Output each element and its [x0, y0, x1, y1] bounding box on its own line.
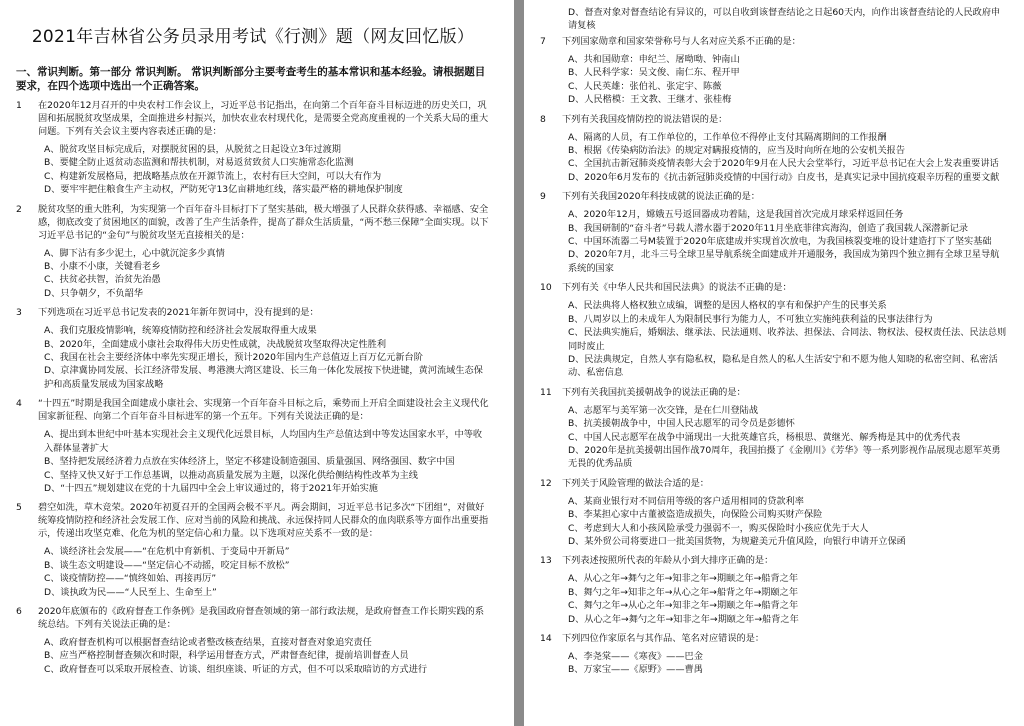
question-block [16, 501, 490, 599]
answer-option: A、民法典将人格权独立成编，调整的是因人格权的享有和保护产生的民事关系 [568, 300, 887, 312]
document-title: 2021年吉林省公务员录用考试《行测》题（网友回忆版） [31, 27, 475, 47]
question-number: 10 [540, 282, 552, 294]
carry-over-option: D、督查对象对督查结论有异议的，可以自收到该督查结论之日起60天内，向作出该督查结论的人民政府申请复核 [568, 7, 1001, 31]
question-block [540, 113, 1008, 185]
answer-option: D、2020年6月发布的《抗击新冠肺炎疫情的中国行动》白皮书，是真实记录中国抗疫艰辛历程的重要文献 [568, 171, 1000, 183]
answer-option: C、坚持又快又好于工作总基调，以推动高质量发展为主题，以深化供给侧结构性改革为主线 [44, 469, 418, 481]
answer-option: A、政府督查机构可以根据督查结论或者整改核查结果，直接对督查对象追究责任 [44, 636, 372, 648]
question-text: 下列有关《中华人民共和国民法典》的说法不正确的是： [562, 282, 792, 294]
question-block [16, 397, 490, 495]
answer-option: C、我国在社会主要经济体中率先实现正增长，预计2020年国内生产总值迈上百万亿元新台阶 [44, 352, 423, 364]
option-list [568, 650, 1008, 677]
question-list-left [16, 99, 490, 676]
question-number: 5 [16, 502, 22, 514]
answer-option: C、人民英雄：张伯礼、张定宇、陈薇 [568, 80, 722, 92]
answer-option: C、政府督查可以采取开展检查、访谈、组织座谈、听证的方式，但不可以采取暗访的方式进行 [44, 663, 428, 675]
answer-option: B、小康不小康，关键看老乡 [44, 261, 161, 273]
answer-option: D、民法典规定，自然人享有隐私权，隐私是自然人的私人生活安宁和不愿为他人知晓的私密空间、私密活动、私密信息 [568, 353, 998, 379]
answer-option: B、万家宝——《原野》——曹禺 [568, 664, 703, 676]
answer-option: C、考虑到大人和小孩风险承受力强弱不一，购买保险时小孩应优先于大人 [568, 522, 869, 534]
question-stem [16, 203, 490, 242]
answer-option: B、我国研制的“奋斗者”号载人潜水器于2020年11月坐底菲律宾海沟，创造了我国载人深潜新记录 [568, 222, 969, 234]
question-text: 脱贫攻坚的重大胜利，为实现第一个百年奋斗目标打下了坚实基础，极大增强了人民群众获得感、幸福感、安全感，彻底改变了贫困地区的面貌，改善了生产生活条件，提高了群众生活质量，“两不愁三保障”全面实现。以下习近平总书记的“金句”与脱贫攻坚无直接相关的是： [38, 203, 489, 241]
question-number: 9 [540, 191, 546, 203]
question-block [540, 190, 1008, 275]
answer-option: A、隔离的人员，有工作单位的，工作单位不得停止支付其隔离期间的工作报酬 [568, 131, 887, 143]
option-list [568, 572, 1008, 626]
answer-option: B、舞勺之年→知非之年→从心之年→船背之年→期颐之年 [568, 586, 799, 598]
question-text: 下列有关我国抗美援朝战争的说法正确的是： [562, 386, 746, 398]
question-block [540, 632, 1008, 677]
question-number: 6 [16, 605, 22, 617]
question-stem [16, 397, 490, 423]
question-block [16, 203, 490, 301]
answer-option: C、民法典实施后，婚姻法、继承法、民法通则、收养法、担保法、合同法、物权法、侵权责任法、民法总则同时废止 [568, 327, 1007, 352]
answer-option: A、提出到本世纪中叶基本实现社会主义现代化远景目标，人均国内生产总值达到中等发达国家水平，中等收入群体显著扩大 [44, 429, 483, 454]
answer-option: A、脚下沾有多少泥土，心中就沉淀多少真情 [44, 247, 225, 259]
question-text: 下列关于风险管理的做法合适的是： [562, 477, 709, 489]
answer-option: A、某商业银行对不同信用等级的客户适用相同的贷款利率 [568, 495, 804, 507]
question-number: 2 [16, 203, 22, 215]
option-list [568, 495, 1008, 549]
question-text: 下列有关我国2020年科技成就的说法正确的是： [562, 191, 760, 203]
question-stem [16, 501, 490, 540]
option-list [44, 428, 490, 495]
answer-option: D、只争朝夕，不负韶华 [44, 287, 143, 299]
question-stem [540, 281, 1008, 294]
answer-option: A、共和国勋章：申纪兰、屠呦呦、钟南山 [568, 54, 740, 65]
question-block [540, 281, 1008, 379]
option-list [44, 324, 490, 391]
question-stem [16, 306, 490, 319]
question-text: 碧空如洗，草木竞荣。2020年初夏召开的全国两会极不平凡。两会期间，习近平总书记多次“下团组”，对做好统筹疫情防控和经济社会发展工作、应对当前的风险和挑战、永远保持同人民群众的血肉联系等方面作出重要指示，传递出攻坚克难、化危为机的坚定信心和力量。以下选项对应关系不一致的是： [38, 502, 489, 540]
answer-option: D、某外贸公司将要进口一批美国货物，为规避美元升值风险，向银行申请开立保函 [568, 535, 906, 547]
document-page-right [524, 0, 1024, 726]
answer-option: A、志愿军与美军第一次交锋，是在仁川登陆战 [568, 404, 759, 416]
answer-option: A、谈经济社会发展——“在危机中育新机、于变局中开新局” [44, 546, 290, 558]
option-list [568, 404, 1008, 471]
option-list [44, 247, 490, 301]
question-text: 下列表述按照所代表的年龄从小到大排序正确的是： [562, 555, 774, 567]
question-stem [540, 113, 1008, 126]
question-text: 下列有关我国疫情防控的说法错误的是： [562, 113, 728, 125]
question-number: 3 [16, 307, 22, 319]
answer-option: B、抗美援朝战争中，中国人民志愿军的司令员是彭德怀 [568, 418, 795, 430]
answer-option: D、京津冀协同发展、长江经济带发展、粤港澳大湾区建设、长三角一体化发展按下快进键，黄河流域生态保护和高质量发展成为国家战略 [44, 365, 483, 390]
question-number: 14 [540, 633, 552, 644]
answer-option: D、要牢牢把住粮食生产主动权，严防死守13亿亩耕地红线，落实最严格的耕地保护制度 [44, 184, 403, 196]
question-block [16, 306, 490, 391]
question-number: 13 [540, 555, 552, 567]
question-block [540, 386, 1008, 471]
question-block [540, 554, 1008, 626]
answer-option: A、从心之年→舞勺之年→知非之年→期颐之年→船背之年 [568, 573, 799, 585]
question-stem [540, 386, 1008, 399]
question-block [540, 35, 1008, 107]
answer-option: B、根据《传染病防治法》的规定对瞒报疫情的，应当及时向所在地的公安机关报告 [568, 145, 906, 157]
option-list [568, 53, 1008, 107]
answer-option: A、2020年12月，嫦娥五号返回器成功着陆，这是我国首次完成月球采样返回任务 [568, 209, 904, 221]
answer-option: B、谈生态文明建设——“坚定信心不动摇，咬定目标不放松” [44, 559, 290, 571]
question-number: 7 [540, 36, 546, 47]
question-stem [540, 190, 1008, 203]
question-text: 下列国家勋章和国家荣誉称号与人名对应关系不正确的是： [562, 36, 801, 47]
answer-option: C、中国人民志愿军在战争中涌现出一大批英雄官兵，杨根思、黄继光、解秀梅是其中的优秀代表 [568, 431, 961, 443]
answer-option: D、2020年7月，北斗三号全球卫星导航系统全面建成并开通服务，我国成为第四个独立拥有全球卫星导航系统的国家 [568, 249, 1000, 274]
answer-option: D、人民楷模：王文教、王继才、张桂梅 [568, 94, 732, 106]
answer-option: C、扶贫必扶智，治贫先治愚 [44, 274, 161, 286]
question-text: 下列选项在习近平总书记发表的2021年新年贺词中，没有提到的是： [38, 307, 319, 319]
answer-option: B、应当严格控制督查频次和时限，科学运用督查方式，严肃督查纪律，提前培训督查人员 [44, 650, 409, 662]
question-stem [16, 605, 490, 631]
question-stem [540, 477, 1008, 490]
question-number: 4 [16, 398, 22, 410]
answer-option: B、人民科学家：吴文俊、南仁东、程开甲 [568, 67, 740, 79]
question-text: 下列四位作家原名与其作品、笔名对应错误的是： [562, 633, 765, 644]
option-list [568, 208, 1008, 275]
answer-option: C、舞勺之年→从心之年→知非之年→期颐之年→船背之年 [568, 600, 799, 612]
answer-option: C、谈疫情防控——“慎终如始、再接再厉” [44, 573, 217, 585]
answer-option: B、2020年，全面建成小康社会取得伟大历史性成就，决战脱贫攻坚取得决定性胜利 [44, 338, 387, 350]
question-text: 2020年底颁布的《政府督查工作条例》是我国政府督查领域的第一部行政法规，是政府督查工作长期实践的系统总结。下列有关说法正确的是： [38, 605, 485, 630]
question-number: 1 [16, 100, 22, 111]
answer-option: A、脱贫攻坚目标完成后，对摆脱贫困的县，从脱贫之日起设立3年过渡期 [44, 144, 341, 155]
option-list [568, 131, 1008, 185]
answer-option: D、从心之年→舞勺之年→知非之年→期颐之年→船背之年 [568, 613, 799, 625]
answer-option: C、全国抗击新冠肺炎疫情表彰大会于2020年9月在人民大会堂举行，习近平总书记在大会上发表重要讲话 [568, 158, 999, 170]
question-stem [540, 554, 1008, 567]
answer-option: C、构建新发展格局，把战略基点放在开源节流上，农村有巨大空间，可以大有作为 [44, 170, 382, 182]
question-text: 在2020年12月召开的中央农村工作会议上，习近平总书记指出，在向第二个百年奋斗目标迈进的历史关口，巩固和拓展脱贫攻坚成果，全面推进乡村振兴，加快农业农村现代化，是需要全党高度重视的一个关系大局的重大问题。下列有关会议主要内容表述正确的是： [38, 100, 489, 137]
answer-option: B、李某担心家中古董被盗造成损失，向保险公司购买财产保险 [568, 509, 823, 521]
option-list [44, 545, 490, 599]
question-block [540, 477, 1008, 549]
question-block [16, 605, 490, 676]
section-heading: 一、常识判断。第一部分 常识判断。 常识判断部分主要考查考生的基本常识和基本经验。请根据题目要求，在四个选项中选出一个正确答案。 [16, 66, 486, 92]
question-number: 11 [540, 386, 552, 398]
question-stem [16, 99, 490, 138]
answer-option: B、八周岁以上的未成年人为限制民事行为能力人，不可独立实施纯获利益的民事法律行为 [568, 313, 933, 325]
answer-option: D、“十四五”规划建议在党的十九届四中全会上审议通过的，将于2021年开始实施 [44, 482, 378, 494]
question-text: “十四五”时期是我国全面建成小康社会、实现第一个百年奋斗目标之后，乘势而上开启全面建设社会主义现代化国家新征程、向第二个百年奋斗目标进军的第一个五年。下列有关说法正确的是： [38, 398, 489, 423]
option-list [568, 299, 1008, 379]
question-stem [540, 632, 1008, 645]
answer-option: A、李尧棠——《寒夜》——巴金 [568, 651, 703, 662]
option-list [44, 143, 490, 197]
answer-option: B、要健全防止返贫动态监测和帮扶机制，对易返贫致贫人口实施常态化监测 [44, 157, 354, 169]
question-stem [540, 35, 1008, 48]
question-number: 12 [540, 477, 552, 489]
answer-option: C、中国环流器二号M装置于2020年底建成并实现首次放电，为我国核裂变堆的设计建造打下了坚实基础 [568, 236, 992, 248]
question-block [16, 99, 490, 197]
option-list [44, 636, 490, 676]
question-number: 8 [540, 113, 546, 125]
question-list-right [540, 35, 1008, 677]
answer-option: D、2020年是抗美援朝出国作战70周年，我国拍摄了《金刚川》《芳华》等一系列影视作品展现志愿军英勇无畏的优秀品质 [568, 444, 1001, 470]
answer-option: D、谈执政为民——“人民至上、生命至上” [44, 586, 217, 598]
answer-option: B、坚持把发展经济着力点放在实体经济上，坚定不移建设制造强国、质量强国、网络强国、数字中国 [44, 456, 455, 468]
answer-option: A、我们克服疫情影响，统筹疫情防控和经济社会发展取得重大成果 [44, 325, 317, 337]
